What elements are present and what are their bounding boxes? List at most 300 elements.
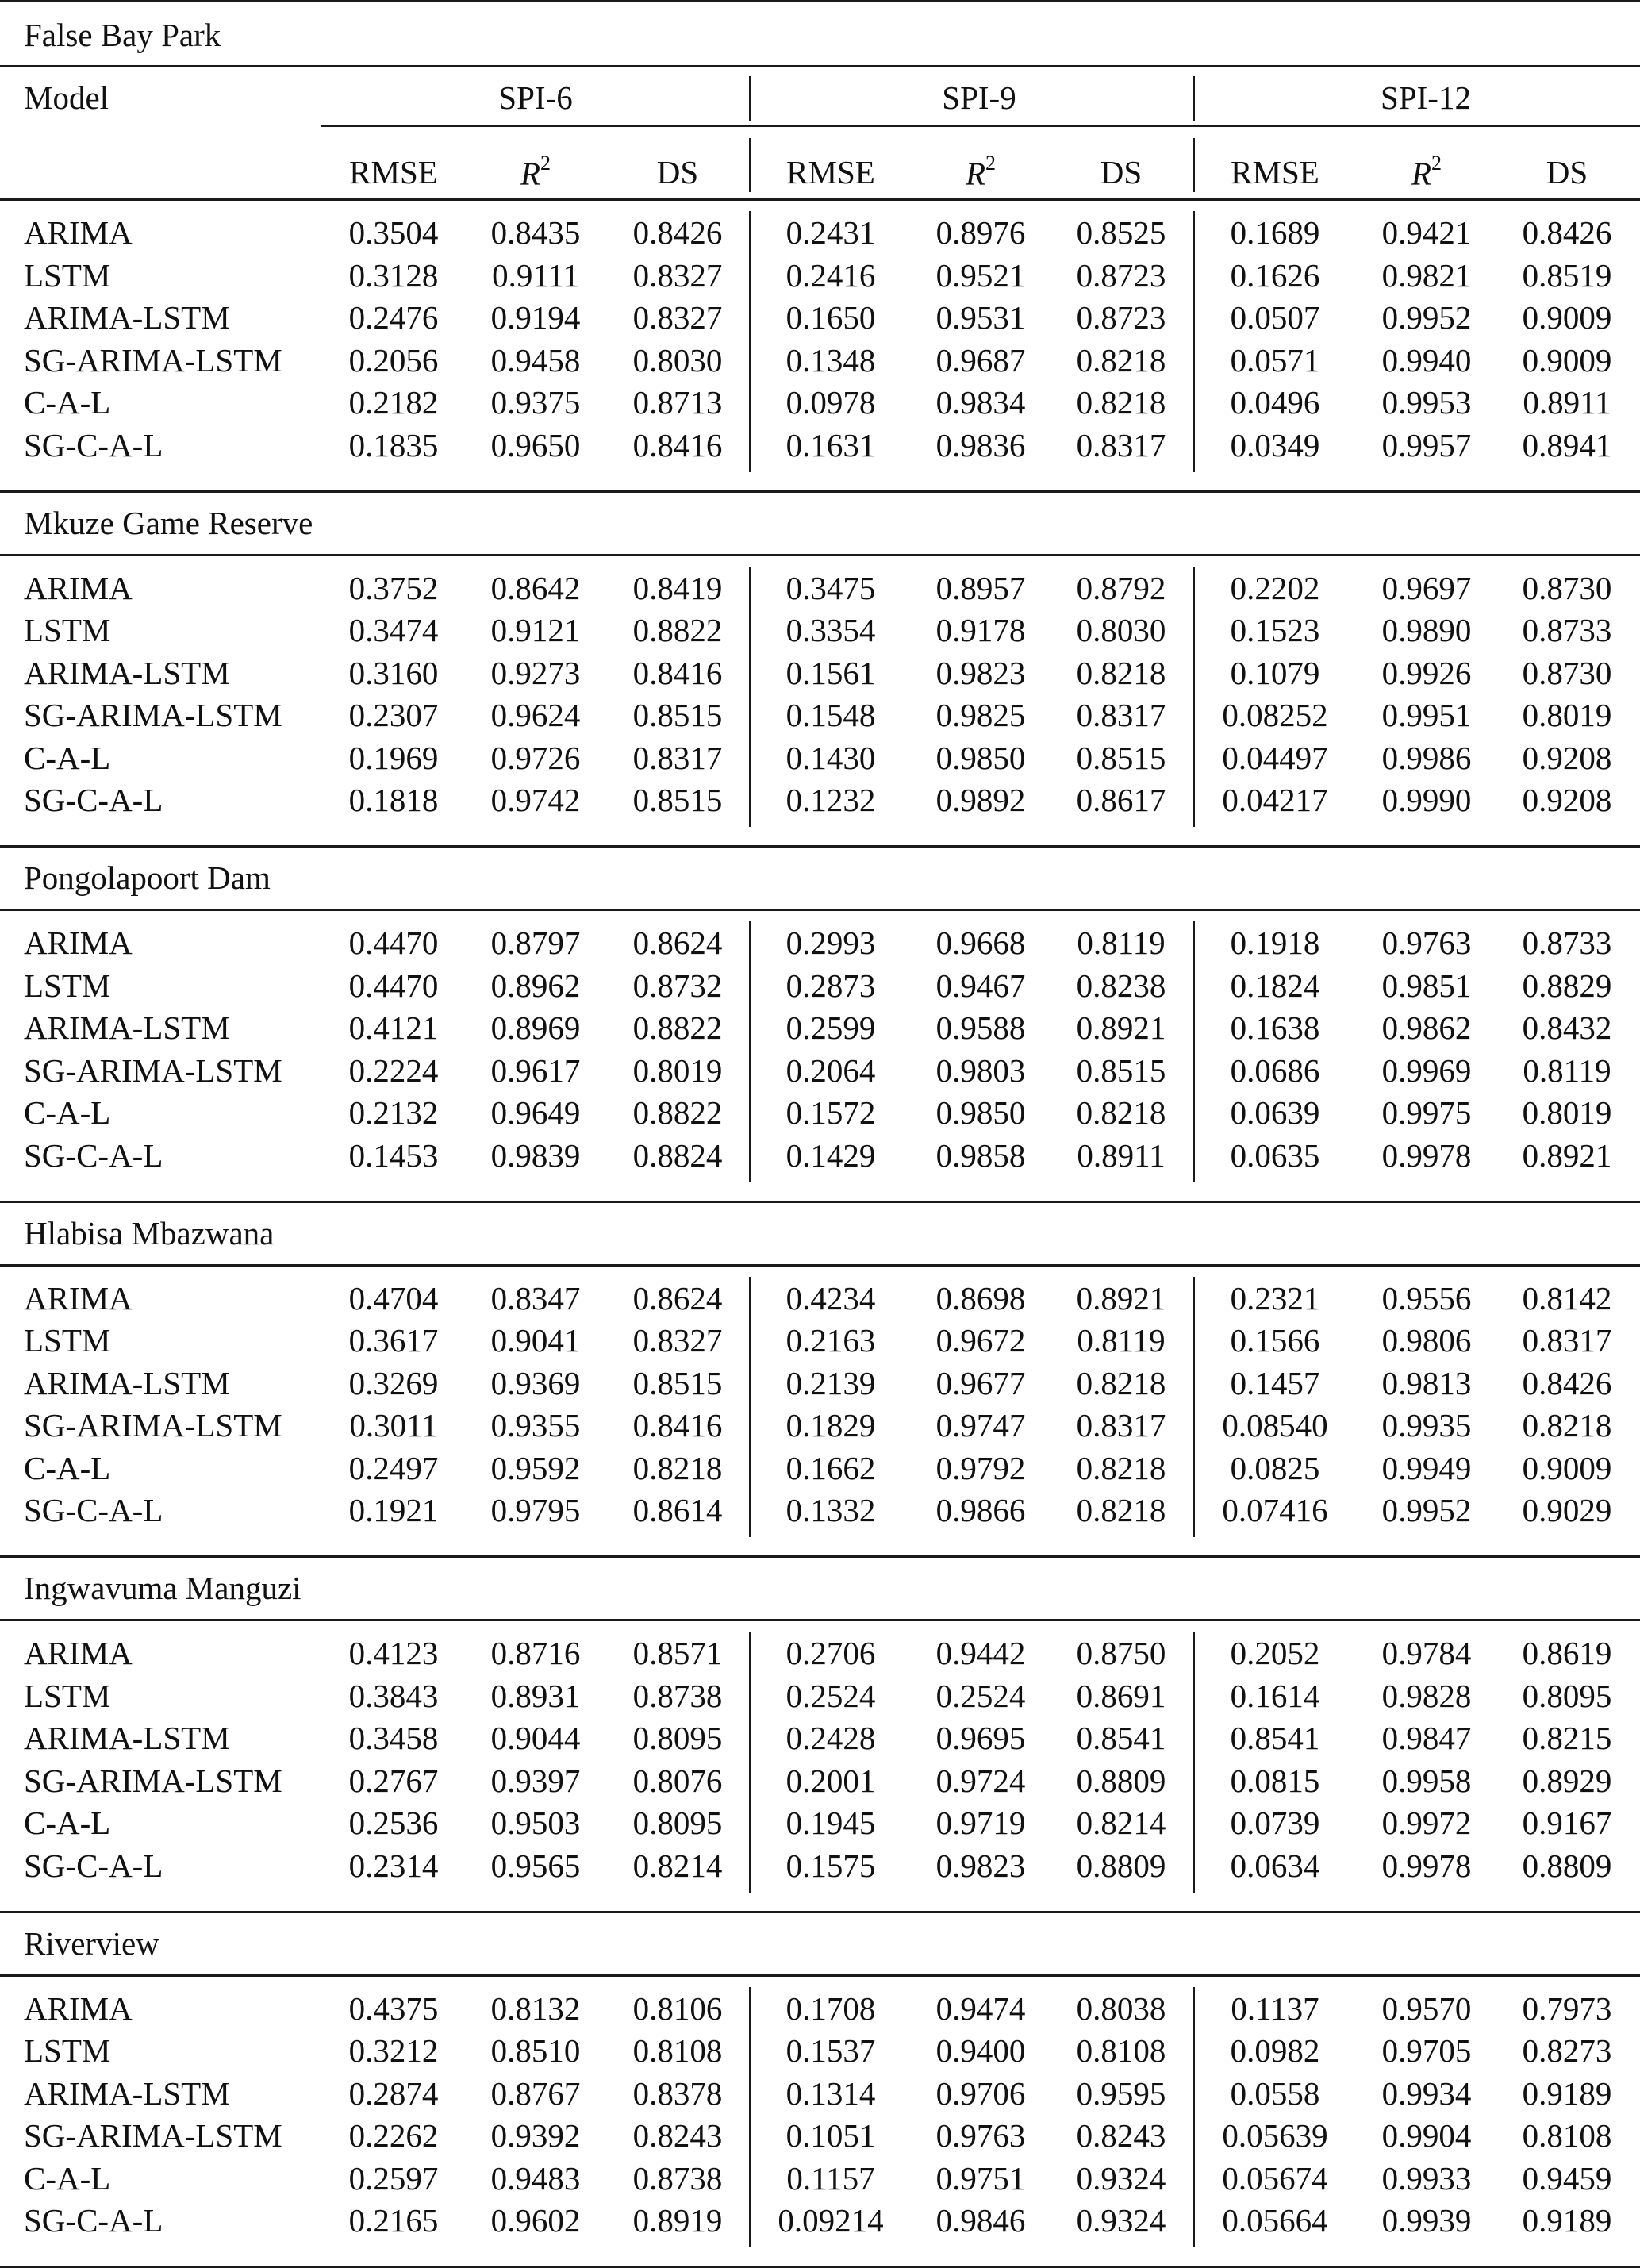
metric-header-r2-spi-6 bbox=[520, 152, 551, 192]
cell-value: 0.9695 bbox=[935, 1720, 1026, 1757]
model-name: ARIMA bbox=[24, 1635, 133, 1672]
cell-value: 0.8976 bbox=[935, 214, 1026, 252]
cell-value: 0.9400 bbox=[935, 2032, 1026, 2070]
cell-value: 0.9705 bbox=[1381, 2032, 1472, 2070]
cell-value: 0.8030 bbox=[1076, 612, 1166, 649]
cell-value: 0.1638 bbox=[1230, 1009, 1320, 1047]
cell-value: 0.9926 bbox=[1381, 654, 1472, 691]
cell-value: 0.8738 bbox=[632, 1677, 723, 1714]
cell-value: 0.2182 bbox=[348, 384, 439, 421]
metric-superscript: 2 bbox=[1431, 152, 1442, 175]
cell-value: 0.8432 bbox=[1522, 1009, 1612, 1047]
model-name: SG-C-A-L bbox=[24, 1492, 163, 1529]
cell-value: 0.8106 bbox=[632, 1989, 723, 2027]
cell-value: 0.9784 bbox=[1381, 1635, 1472, 1672]
cell-value: 0.8419 bbox=[632, 569, 723, 606]
cell-value: 0.9792 bbox=[935, 1449, 1026, 1486]
cell-value: 0.9355 bbox=[490, 1407, 581, 1444]
cell-value: 0.9726 bbox=[490, 739, 581, 776]
cell-value: 0.9751 bbox=[935, 2159, 1026, 2197]
cell-value: 0.8921 bbox=[1522, 1136, 1612, 1174]
cell-value: 0.9595 bbox=[1076, 2074, 1166, 2112]
cell-value: 0.8515 bbox=[632, 1364, 723, 1401]
cell-value: 0.9483 bbox=[490, 2159, 581, 2197]
cell-value: 0.0815 bbox=[1230, 1762, 1320, 1799]
cell-value: 0.9763 bbox=[935, 2117, 1026, 2155]
cell-value: 0.9649 bbox=[490, 1094, 581, 1132]
cell-value: 0.8957 bbox=[935, 569, 1026, 606]
model-name: SG-ARIMA-LSTM bbox=[24, 1762, 282, 1799]
cell-value: 0.8767 bbox=[490, 2074, 581, 2112]
cell-value: 0.9029 bbox=[1522, 1492, 1612, 1529]
cell-value: 0.8218 bbox=[1076, 1492, 1166, 1529]
cell-value: 0.9208 bbox=[1522, 782, 1612, 819]
cell-value: 0.9668 bbox=[935, 924, 1026, 962]
cell-value: 0.8929 bbox=[1522, 1762, 1612, 1799]
cell-value: 0.2001 bbox=[785, 1762, 876, 1799]
cell-value: 0.04497 bbox=[1222, 739, 1328, 776]
group-separator bbox=[1193, 1987, 1195, 2248]
cell-value: 0.8541 bbox=[1230, 1720, 1320, 1757]
cell-value: 0.4121 bbox=[348, 1009, 439, 1047]
cell-value: 0.8824 bbox=[632, 1136, 723, 1174]
cell-value: 0.0496 bbox=[1230, 384, 1320, 421]
site-title-rule bbox=[0, 1264, 1640, 1267]
group-separator bbox=[749, 76, 751, 121]
cell-value: 0.0571 bbox=[1230, 341, 1320, 379]
model-name: ARIMA bbox=[24, 924, 133, 962]
cell-value: 0.9862 bbox=[1381, 1009, 1472, 1047]
cell-value: 0.8218 bbox=[1076, 1364, 1166, 1401]
cell-value: 0.8750 bbox=[1076, 1635, 1166, 1672]
cell-value: 0.8119 bbox=[1077, 1322, 1166, 1359]
cell-value: 0.1921 bbox=[348, 1492, 439, 1529]
model-name: ARIMA-LSTM bbox=[24, 299, 230, 336]
cell-value: 0.8108 bbox=[1076, 2032, 1166, 2070]
cell-value: 0.9978 bbox=[1381, 1136, 1472, 1174]
site-title: False Bay Park bbox=[24, 17, 221, 54]
site-title: Ingwavuma Manguzi bbox=[24, 1570, 301, 1607]
cell-value: 0.9986 bbox=[1381, 739, 1472, 776]
cell-value: 0.8317 bbox=[1522, 1322, 1612, 1359]
cell-value: 0.9972 bbox=[1381, 1805, 1472, 1842]
cell-value: 0.8119 bbox=[1523, 1051, 1611, 1089]
cell-value: 0.3458 bbox=[348, 1720, 439, 1757]
cell-value: 0.9521 bbox=[935, 256, 1026, 294]
cell-value: 0.9178 bbox=[935, 612, 1026, 649]
cell-value: 0.2163 bbox=[785, 1322, 876, 1359]
cell-value: 0.1566 bbox=[1230, 1322, 1320, 1359]
cell-value: 0.3474 bbox=[348, 612, 439, 649]
cell-value: 0.9747 bbox=[935, 1407, 1026, 1444]
cell-value: 0.8822 bbox=[632, 1094, 723, 1132]
cell-value: 0.8797 bbox=[490, 924, 581, 962]
cell-value: 0.2056 bbox=[348, 341, 439, 379]
cell-value: 0.9397 bbox=[490, 1762, 581, 1799]
cell-value: 0.0825 bbox=[1230, 1449, 1320, 1486]
cell-value: 0.8730 bbox=[1522, 569, 1612, 606]
metric-header-r2-spi-12 bbox=[1411, 152, 1442, 192]
cell-value: 0.1332 bbox=[785, 1492, 876, 1529]
cell-value: 0.1232 bbox=[785, 782, 876, 819]
cell-value: 0.9273 bbox=[490, 654, 581, 691]
cell-value: 0.1824 bbox=[1230, 967, 1320, 1004]
cell-value: 0.9706 bbox=[935, 2074, 1026, 2112]
cell-value: 0.9009 bbox=[1522, 1449, 1612, 1486]
cell-value: 0.8716 bbox=[490, 1635, 581, 1672]
cell-value: 0.8317 bbox=[1076, 426, 1166, 463]
cell-value: 0.9592 bbox=[490, 1449, 581, 1486]
cell-value: 0.8030 bbox=[632, 341, 723, 379]
cell-value: 0.2536 bbox=[348, 1805, 439, 1842]
cell-value: 0.1348 bbox=[785, 341, 876, 379]
metric-name: RMSE bbox=[1231, 154, 1319, 191]
cell-value: 0.8515 bbox=[632, 782, 723, 819]
cell-value: 0.8921 bbox=[1076, 1279, 1166, 1317]
cell-value: 0.9421 bbox=[1381, 214, 1472, 252]
cell-value: 0.9121 bbox=[490, 612, 581, 649]
cell-value: 0.9847 bbox=[1381, 1720, 1472, 1757]
cell-value: 0.3475 bbox=[785, 569, 876, 606]
cell-value: 0.2993 bbox=[785, 924, 876, 962]
cell-value: 0.9009 bbox=[1522, 299, 1612, 336]
cell-value: 0.08540 bbox=[1222, 1407, 1328, 1444]
cell-value: 0.8691 bbox=[1076, 1677, 1166, 1714]
cell-value: 0.9742 bbox=[490, 782, 581, 819]
cell-value: 0.07416 bbox=[1222, 1492, 1328, 1529]
cell-value: 0.8435 bbox=[490, 214, 581, 252]
cell-value: 0.9009 bbox=[1522, 341, 1612, 379]
cell-value: 0.8809 bbox=[1076, 1847, 1166, 1884]
cell-value: 0.1548 bbox=[785, 697, 876, 734]
cell-value: 0.1051 bbox=[785, 2117, 876, 2155]
cell-value: 0.1572 bbox=[785, 1094, 876, 1132]
model-name: C-A-L bbox=[24, 1805, 111, 1842]
cell-value: 0.9467 bbox=[935, 967, 1026, 1004]
cell-value: 0.3617 bbox=[348, 1322, 439, 1359]
metric-name: DS bbox=[656, 154, 699, 191]
cell-value: 0.3269 bbox=[348, 1364, 439, 1401]
cell-value: 0.8347 bbox=[490, 1279, 581, 1317]
cell-value: 0.1835 bbox=[348, 426, 439, 463]
cell-value: 0.9044 bbox=[490, 1720, 581, 1757]
group-separator bbox=[1193, 1277, 1195, 1538]
cell-value: 0.8698 bbox=[935, 1279, 1026, 1317]
cell-value: 0.9570 bbox=[1381, 1989, 1472, 2027]
group-separator bbox=[749, 1277, 751, 1538]
cell-value: 0.8519 bbox=[1522, 256, 1612, 294]
cell-value: 0.9687 bbox=[935, 341, 1026, 379]
cell-value: 0.4234 bbox=[785, 1279, 876, 1317]
cell-value: 0.9650 bbox=[490, 426, 581, 463]
model-name: LSTM bbox=[24, 1677, 111, 1714]
cell-value: 0.8416 bbox=[632, 1407, 723, 1444]
cell-value: 0.2597 bbox=[348, 2159, 439, 2197]
cell-value: 0.3128 bbox=[348, 256, 439, 294]
model-name: SG-C-A-L bbox=[24, 782, 163, 819]
cell-value: 0.9719 bbox=[935, 1805, 1026, 1842]
cell-value: 0.9672 bbox=[935, 1322, 1026, 1359]
site-title: Mkuze Game Reserve bbox=[24, 504, 313, 541]
metric-superscript: 2 bbox=[540, 152, 551, 175]
model-name: ARIMA-LSTM bbox=[24, 1009, 230, 1047]
section-rule bbox=[0, 490, 1640, 493]
cell-value: 0.1918 bbox=[1230, 924, 1320, 962]
cell-value: 0.9846 bbox=[935, 2202, 1026, 2239]
cell-value: 0.8108 bbox=[1522, 2117, 1612, 2155]
cell-value: 0.2314 bbox=[348, 1847, 439, 1884]
cell-value: 0.8327 bbox=[632, 299, 723, 336]
cell-value: 0.8941 bbox=[1522, 426, 1612, 463]
cell-value: 0.2052 bbox=[1230, 1635, 1320, 1672]
cell-value: 0.8218 bbox=[1076, 1449, 1166, 1486]
cell-value: 0.9208 bbox=[1522, 739, 1612, 776]
metric-header-rmse-spi-6 bbox=[349, 156, 438, 189]
cell-value: 0.9531 bbox=[935, 299, 1026, 336]
cell-value: 0.8614 bbox=[632, 1492, 723, 1529]
cell-value: 0.9167 bbox=[1522, 1805, 1612, 1842]
metric-name: DS bbox=[1546, 154, 1588, 191]
cell-value: 0.9189 bbox=[1522, 2074, 1612, 2112]
model-name: ARIMA bbox=[24, 569, 133, 606]
cell-value: 0.9940 bbox=[1381, 341, 1472, 379]
cell-value: 0.9565 bbox=[490, 1847, 581, 1884]
cell-value: 0.1969 bbox=[348, 739, 439, 776]
cell-value: 0.8095 bbox=[1522, 1677, 1612, 1714]
cell-value: 0.8019 bbox=[632, 1051, 723, 1089]
cell-value: 0.8243 bbox=[1076, 2117, 1166, 2155]
cell-value: 0.1631 bbox=[785, 426, 876, 463]
cell-value: 0.8019 bbox=[1522, 1094, 1612, 1132]
cell-value: 0.8624 bbox=[632, 924, 723, 962]
cell-value: 0.9951 bbox=[1381, 697, 1472, 734]
cell-value: 0.9442 bbox=[935, 1635, 1026, 1672]
cell-value: 0.1157 bbox=[786, 2159, 875, 2197]
cell-value: 0.8218 bbox=[632, 1449, 723, 1486]
cell-value: 0.2064 bbox=[785, 1051, 876, 1089]
cell-value: 0.1314 bbox=[785, 2074, 876, 2112]
cell-value: 0.9189 bbox=[1522, 2202, 1612, 2239]
cell-value: 0.9624 bbox=[490, 697, 581, 734]
cell-value: 0.9041 bbox=[490, 1322, 581, 1359]
group-separator bbox=[1193, 138, 1195, 192]
cell-value: 0.8132 bbox=[490, 1989, 581, 2027]
cell-value: 0.8969 bbox=[490, 1009, 581, 1047]
cell-value: 0.08252 bbox=[1222, 697, 1328, 734]
cell-value: 0.7973 bbox=[1522, 1989, 1612, 2027]
cell-value: 0.9953 bbox=[1381, 384, 1472, 421]
cell-value: 0.2132 bbox=[348, 1094, 439, 1132]
site-title-rule bbox=[0, 1619, 1640, 1621]
cell-value: 0.9957 bbox=[1381, 426, 1472, 463]
cell-value: 0.8617 bbox=[1076, 782, 1166, 819]
model-column-header: Model bbox=[24, 79, 109, 117]
cell-value: 0.8919 bbox=[632, 2202, 723, 2239]
cell-value: 0.0349 bbox=[1230, 426, 1320, 463]
cell-value: 0.8733 bbox=[1522, 612, 1612, 649]
cell-value: 0.9990 bbox=[1381, 782, 1472, 819]
cell-value: 0.9890 bbox=[1381, 612, 1472, 649]
cell-value: 0.8962 bbox=[490, 967, 581, 1004]
cell-value: 0.9850 bbox=[935, 1094, 1026, 1132]
cell-value: 0.9474 bbox=[935, 1989, 1026, 2027]
cell-value: 0.9933 bbox=[1381, 2159, 1472, 2197]
cell-value: 0.2416 bbox=[785, 256, 876, 294]
model-name: SG-ARIMA-LSTM bbox=[24, 2117, 282, 2155]
cell-value: 0.9866 bbox=[935, 1492, 1026, 1529]
cell-value: 0.8095 bbox=[632, 1805, 723, 1842]
cell-value: 0.9939 bbox=[1381, 2202, 1472, 2239]
cell-value: 0.9795 bbox=[490, 1492, 581, 1529]
cell-value: 0.9851 bbox=[1381, 967, 1472, 1004]
cell-value: 0.9839 bbox=[490, 1136, 581, 1174]
cell-value: 0.2321 bbox=[1230, 1279, 1320, 1317]
model-name: ARIMA bbox=[24, 1279, 133, 1317]
cell-value: 0.9850 bbox=[935, 739, 1026, 776]
cell-value: 0.1689 bbox=[1230, 214, 1320, 252]
metric-header-ds-spi-6 bbox=[657, 156, 698, 189]
cell-value: 0.2524 bbox=[935, 1677, 1026, 1714]
cell-value: 0.8738 bbox=[632, 2159, 723, 2197]
cell-value: 0.9958 bbox=[1381, 1762, 1472, 1799]
cell-value: 0.8214 bbox=[1076, 1805, 1166, 1842]
cell-value: 0.8317 bbox=[1076, 1407, 1166, 1444]
top-rule bbox=[0, 0, 1640, 2]
group-separator bbox=[749, 567, 751, 828]
cell-value: 0.9763 bbox=[1381, 924, 1472, 962]
cell-value: 0.1537 bbox=[785, 2032, 876, 2070]
site-title-rule bbox=[0, 65, 1640, 67]
cell-value: 0.9952 bbox=[1381, 1492, 1472, 1529]
cell-value: 0.9823 bbox=[935, 1847, 1026, 1884]
cell-value: 0.8076 bbox=[632, 1762, 723, 1799]
metric-header-r2-spi-9 bbox=[965, 152, 997, 192]
cell-value: 0.8273 bbox=[1522, 2032, 1612, 2070]
cell-value: 0.9503 bbox=[490, 1805, 581, 1842]
cell-value: 0.9858 bbox=[935, 1136, 1026, 1174]
group-separator bbox=[749, 1987, 751, 2248]
cell-value: 0.3752 bbox=[348, 569, 439, 606]
cell-value: 0.2428 bbox=[785, 1720, 876, 1757]
cell-value: 0.3011 bbox=[349, 1407, 438, 1444]
cell-value: 0.8733 bbox=[1522, 924, 1612, 962]
cell-value: 0.8327 bbox=[632, 1322, 723, 1359]
cell-value: 0.1818 bbox=[348, 782, 439, 819]
model-name: ARIMA bbox=[24, 1989, 133, 2027]
cell-value: 0.8515 bbox=[1076, 1051, 1166, 1089]
cell-value: 0.9375 bbox=[490, 384, 581, 421]
cell-value: 0.1626 bbox=[1230, 256, 1320, 294]
site-title: Riverview bbox=[24, 1924, 159, 1962]
cell-value: 0.9588 bbox=[935, 1009, 1026, 1047]
group-separator bbox=[749, 138, 751, 192]
cell-value: 0.8931 bbox=[490, 1677, 581, 1714]
cell-value: 0.1430 bbox=[785, 739, 876, 776]
cell-value: 0.2476 bbox=[348, 299, 439, 336]
model-name: LSTM bbox=[24, 967, 111, 1004]
cell-value: 0.1079 bbox=[1230, 654, 1320, 691]
site-title: Hlabisa Mbazwana bbox=[24, 1214, 275, 1251]
cell-value: 0.1614 bbox=[1230, 1677, 1320, 1714]
cell-value: 0.9369 bbox=[490, 1364, 581, 1401]
cell-value: 0.0686 bbox=[1230, 1051, 1320, 1089]
group-separator bbox=[749, 921, 751, 1182]
cell-value: 0.8218 bbox=[1076, 384, 1166, 421]
cell-value: 0.9813 bbox=[1381, 1364, 1472, 1401]
cell-value: 0.2165 bbox=[348, 2202, 439, 2239]
cell-value: 0.8792 bbox=[1076, 569, 1166, 606]
cell-value: 0.8378 bbox=[632, 2074, 723, 2112]
cell-value: 0.1457 bbox=[1230, 1364, 1320, 1401]
cell-value: 0.2202 bbox=[1230, 569, 1320, 606]
cell-value: 0.8723 bbox=[1076, 299, 1166, 336]
cell-value: 0.9904 bbox=[1381, 2117, 1472, 2155]
cell-value: 0.2497 bbox=[348, 1449, 439, 1486]
cell-value: 0.2262 bbox=[348, 2117, 439, 2155]
cell-value: 0.2431 bbox=[785, 214, 876, 252]
model-name: ARIMA-LSTM bbox=[24, 2074, 230, 2112]
cell-value: 0.1650 bbox=[785, 299, 876, 336]
cell-value: 0.4123 bbox=[348, 1635, 439, 1672]
cell-value: 0.8809 bbox=[1522, 1847, 1612, 1884]
cell-value: 0.1561 bbox=[785, 654, 876, 691]
model-name: C-A-L bbox=[24, 2159, 111, 2197]
cell-value: 0.9803 bbox=[935, 1051, 1026, 1089]
metric-name: RMSE bbox=[786, 154, 875, 191]
cell-value: 0.9949 bbox=[1381, 1449, 1472, 1486]
cell-value: 0.0639 bbox=[1230, 1094, 1320, 1132]
cell-value: 0.8921 bbox=[1076, 1009, 1166, 1047]
cell-value: 0.9392 bbox=[490, 2117, 581, 2155]
cell-value: 0.3354 bbox=[785, 612, 876, 649]
model-name: SG-C-A-L bbox=[24, 1136, 163, 1174]
cell-value: 0.8218 bbox=[1076, 341, 1166, 379]
cell-value: 0.9617 bbox=[490, 1051, 581, 1089]
cell-value: 0.9952 bbox=[1381, 299, 1472, 336]
cell-value: 0.4470 bbox=[348, 967, 439, 1004]
cell-value: 0.9324 bbox=[1076, 2159, 1166, 2197]
cell-value: 0.8317 bbox=[1076, 697, 1166, 734]
cell-value: 0.4704 bbox=[348, 1279, 439, 1317]
model-name: LSTM bbox=[24, 256, 111, 294]
cell-value: 0.0558 bbox=[1230, 2074, 1320, 2112]
cell-value: 0.8911 bbox=[1077, 1136, 1166, 1174]
cell-value: 0.8515 bbox=[632, 697, 723, 734]
section-rule bbox=[0, 845, 1640, 848]
model-name: SG-ARIMA-LSTM bbox=[24, 341, 282, 379]
cell-value: 0.9821 bbox=[1381, 256, 1472, 294]
cell-value: 0.8822 bbox=[632, 1009, 723, 1047]
cell-value: 0.9697 bbox=[1381, 569, 1472, 606]
cell-value: 0.2307 bbox=[348, 697, 439, 734]
cell-value: 0.9324 bbox=[1076, 2202, 1166, 2239]
metric-name: RMSE bbox=[349, 154, 438, 191]
model-name: SG-ARIMA-LSTM bbox=[24, 697, 282, 734]
cell-value: 0.9677 bbox=[935, 1364, 1026, 1401]
cell-value: 0.8642 bbox=[490, 569, 581, 606]
cell-value: 0.8822 bbox=[632, 612, 723, 649]
cell-value: 0.9975 bbox=[1381, 1094, 1472, 1132]
metric-name: DS bbox=[1100, 154, 1143, 191]
cell-value: 0.8713 bbox=[632, 384, 723, 421]
cell-value: 0.1829 bbox=[785, 1407, 876, 1444]
cell-value: 0.8317 bbox=[632, 739, 723, 776]
metric-name: R bbox=[965, 155, 986, 192]
cell-value: 0.04217 bbox=[1222, 782, 1328, 819]
cell-value: 0.2767 bbox=[348, 1762, 439, 1799]
group-header-spi-6: SPI-6 bbox=[498, 79, 573, 117]
cell-value: 0.9823 bbox=[935, 654, 1026, 691]
